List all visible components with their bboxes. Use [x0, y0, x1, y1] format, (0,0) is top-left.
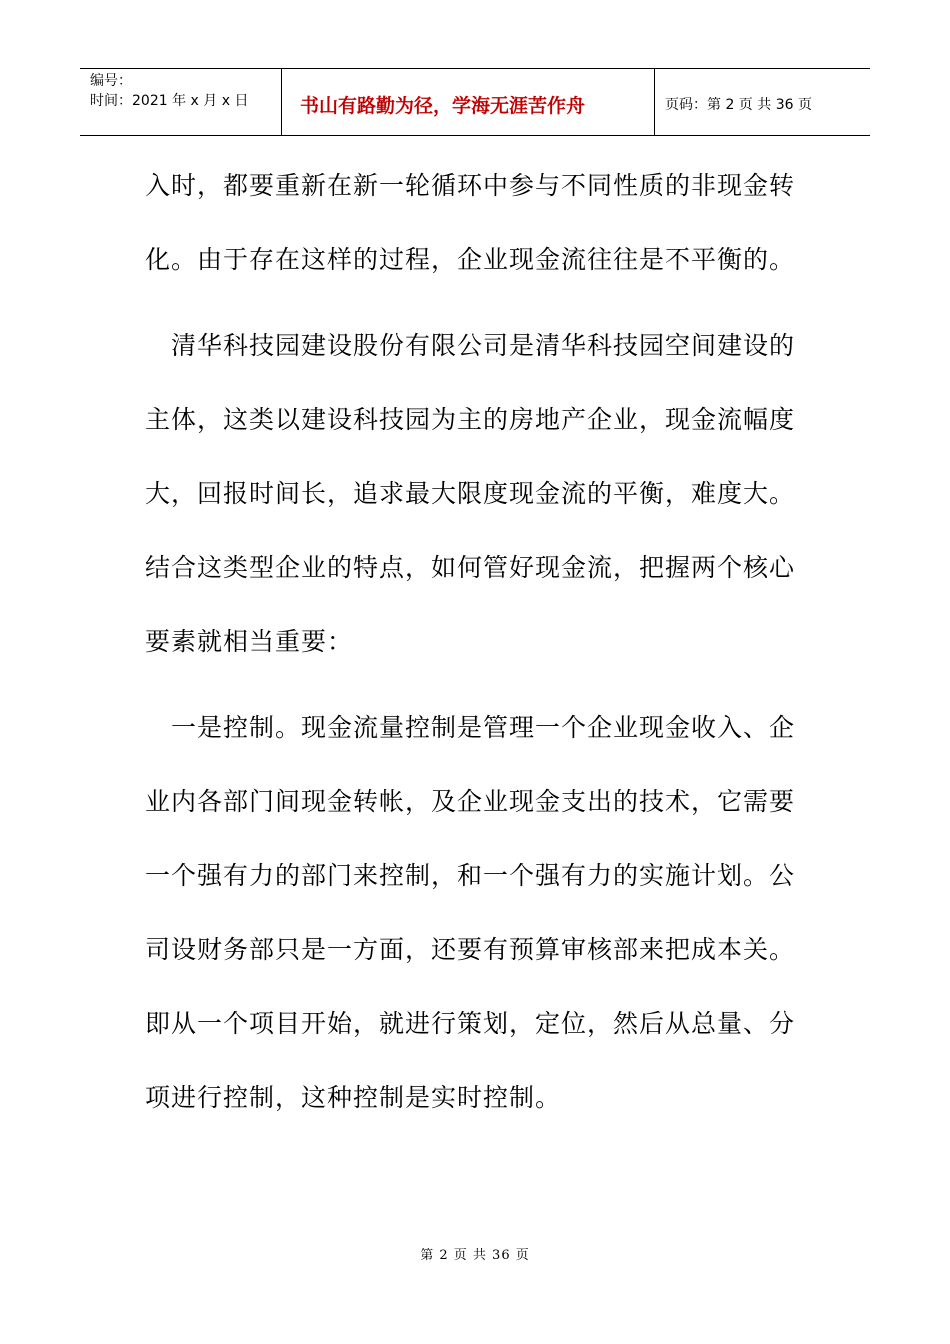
document-body: [145, 155, 795, 1141]
page-footer: [0, 1244, 950, 1263]
text-line: 一是控制。现金流量控制是管理一个企业现金收入、企: [145, 713, 796, 742]
text-line: 司设财务部只是一方面，还要有预算审核部来把成本关。: [145, 935, 796, 964]
text-line: 入时，都要重新在新一轮循环中参与不同性质的非现金转: [145, 171, 796, 200]
text-line: 大，回报时间长，追求最大限度现金流的平衡，难度大。: [145, 479, 796, 508]
header-info-cell: [80, 69, 282, 135]
text-line: 要素就相当重要：: [145, 627, 354, 656]
text-line: 化。由于存在这样的过程，企业现金流往往是不平衡的。: [145, 245, 796, 274]
paragraph-2: [145, 315, 795, 685]
text-line: 一个强有力的部门来控制，和一个强有力的实施计划。公: [145, 861, 796, 890]
paragraph-1: [145, 155, 795, 303]
number-label: 编号：: [90, 73, 132, 89]
date-label: 时间：2021 年 x 月 x 日: [90, 93, 249, 109]
text-line: 业内各部门间现金转帐，及企业现金支出的技术，它需要: [145, 787, 796, 816]
header-page-cell: [655, 69, 870, 135]
document-header: [80, 68, 870, 136]
text-line: 主体，这类以建设科技园为主的房地产企业，现金流幅度: [145, 405, 796, 434]
paragraph-3: [145, 697, 795, 1141]
text-line: 即从一个项目开始，就进行策划，定位，然后从总量、分: [145, 1009, 796, 1038]
header-motto-cell: [282, 69, 655, 135]
footer-page-number: 第 2 页 共 36 页: [420, 1248, 530, 1263]
page-code: 页码：第 2 页 共 36 页: [665, 97, 812, 113]
text-line: 清华科技园建设股份有限公司是清华科技园空间建设的: [145, 331, 796, 360]
text-line: 结合这类型企业的特点，如何管好现金流，把握两个核心: [145, 553, 796, 582]
motto-text: 书山有路勤为径，学海无涯苦作舟: [300, 94, 586, 117]
text-line: 项进行控制，这种控制是实时控制。: [145, 1083, 562, 1112]
